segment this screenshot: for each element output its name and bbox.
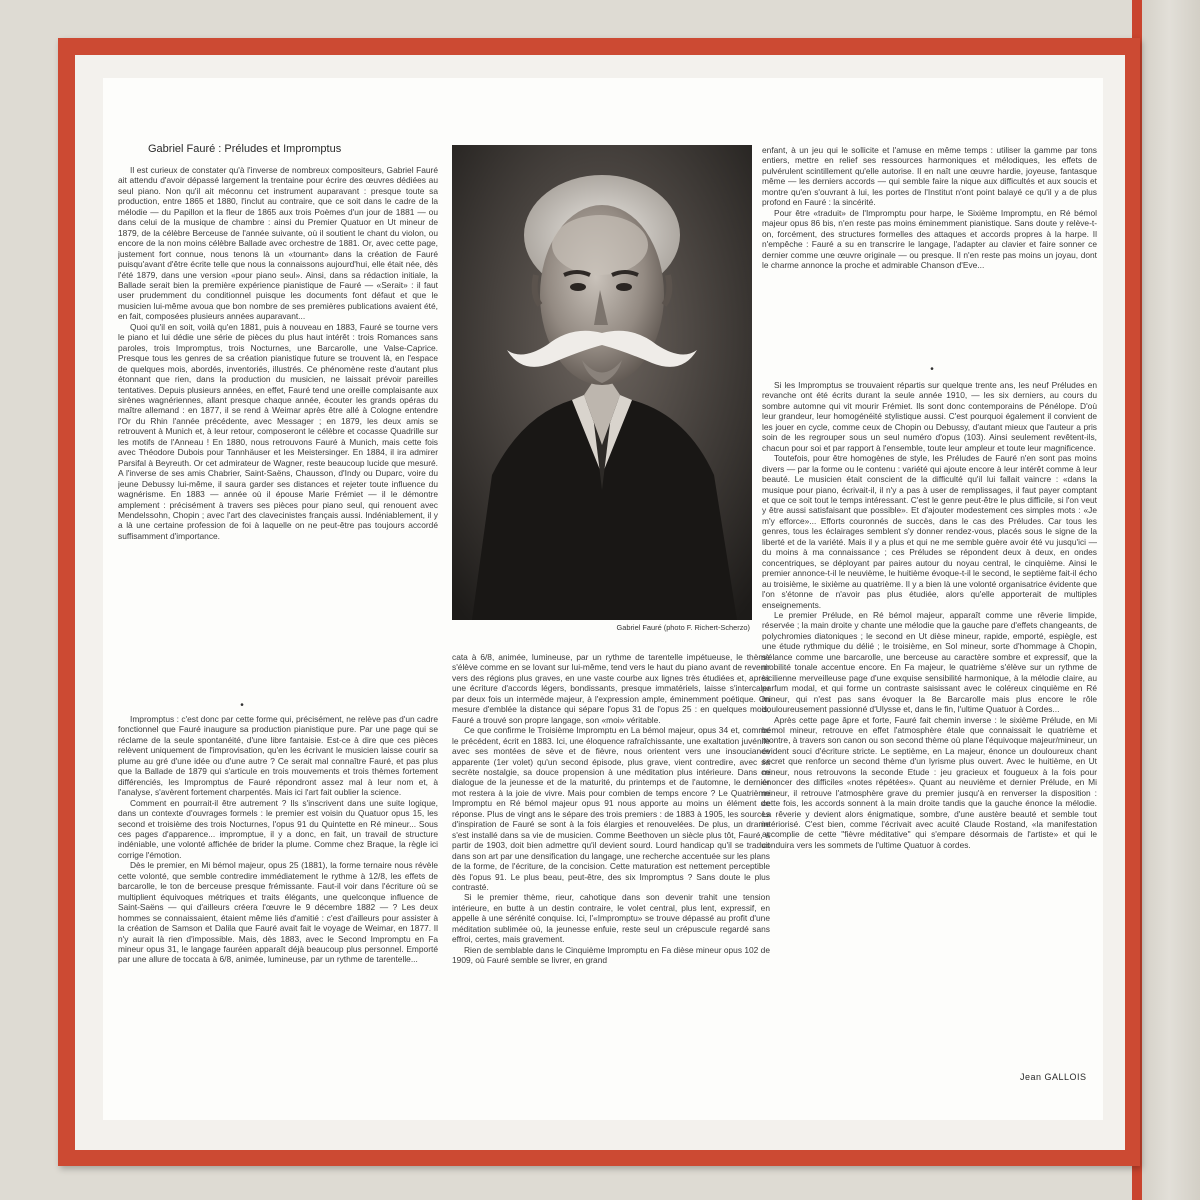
paragraph: Rien de semblable dans le Cinquième Impromptu en Fa dièse mineur opus 102 de 1909, où Fauré semble se livrer, en grand — [452, 944, 770, 966]
text-column-3-bottom — [762, 380, 1097, 1070]
paragraph: Après cette page âpre et forte, Fauré fait chemin inverse : le sixième Prélude, en Mi bémol mineur, retrouve en effet l'atmosphère étale que connaissait le quatrième et montre, à travers son canon ou son second thème où plane l'équivoque majeur/mineur, un évident souci d'écriture stricte. Le septième, en La majeur, énonce un douloureux chant secret que renforce un second thème d'un lyrisme plus ouvert. Avec le huitième, en Ut mineur, nous retrouvons la seconde Etude : jeu gracieux et fougueux à la fois pour énoncer des difficiles «notes répétées». Quant au neuvième et dernier Prélude, en Mi mineur, il retrouve l'atmosphère grave du premier jusqu'à en renverser la disposition : cette fois, les accords sonnent à la main droite tandis que la gauche énonce la mélodie. La rêverie y devient alors énigmatique, sombre, d'une austère beauté et semble tout intériorisé. C'est bien, comme l'écrivait avec acuité Claude Rostand, «la manifestation accomplie de cette "fièvre méditative" qui s'empare désormais de l'artiste» et qui le conduira vers les sommets de l'ultime Quatuor à cordes. — [762, 714, 1097, 850]
paragraph: enfant, à un jeu qui le sollicite et l'amuse en même temps : utiliser la gamme par tons entiers, mettre en relief ses ressources harmoniques et mélodiques, les effets de pulvérulent scintillement qu'elle autorise. Il en naît une œuvre hardie, joyeuse, fantasque même — les derniers accords — qui semble faire la nique aux difficultés et aux soucis et montre qu'en s'ouvrant à lui, les portes de l'Institut n'ont point balayé ce qu'il y a de plus profond en Fauré : la sincérité. — [762, 145, 1097, 208]
page-title: Gabriel Fauré : Préludes et Impromptus — [148, 143, 342, 155]
paragraph: Quoi qu'il en soit, voilà qu'en 1881, puis à nouveau en 1883, Fauré se tourne vers le piano et lui dédie une série de pièces du plus haut intérêt : trois Romances sans paroles, trois Impromptus, trois Nocturnes, une Barcarolle, une Valse-Caprice. Presque tous les genres de sa création pianistique future se trouvent là, en l'espace de quelques mois, abordés, inventoriés, illustrés. Ce phénomène reste d'autant plus étonnant que rien, dans la production du musicien, ne laissait prévoir pareilles tentatives. Depuis plusieurs années, en effet, Fauré tend une oreille complaisante aux sirènes wagnériennes, allant presque chaque année, écouter les grands opéras du maître allemand : en 1877, il se rend à Weimar après être allé à Cologne entendre l'Or du Rhin l'année précédente, avec Messager ; en 1879, les deux amis se retrouvent à Munich et, à leur retour, composeront le célèbre et cocasse Quadrille sur les motifs de l'Anneau ! En 1880, nous retrouvons Fauré à Munich, mais cette fois avec Théodore Dubois pour Tannhäuser et les Meistersinger. En 1884, il ira admirer Parsifal à Beyreuth. Or cet admirateur de Wagner, reste beaucoup lucide que mesuré. A l'inverse de ses amis Chabrier, Saint-Saëns, Chausson, d'Indy ou Duparc, voire du jeune Debussy lui-même, il saura garder ses distances et rejeter toute influence du wagnérisme. En 1883 — année où il épouse Marie Frémiet — il le démontre amplement : précisément à travers ses pièces pour piano seul, qui renouent avec Mendelssohn, Chopin ; avec l'art des clavecinistes français aussi. Indéniablement, il y a là une certaine profession de foi à laquelle on ne peut-être pas toujours accordé suffisamment d'importance. — [118, 321, 438, 541]
portrait-photo — [452, 145, 752, 620]
section-separator: • — [240, 700, 244, 711]
paragraph: Comment en pourrait-il être autrement ? Ils s'inscrivent dans une suite logique, dans un contexte d'ouvrages formels : le premier est voisin du Quatuor opus 15, les second et troisième des trois Nocturnes, l'opus 91 du Quintette en Ré mineur... Sous ces pages d'apparence... impromptue, il y a donc, en fait, un travail de structure indéniable, une volonté affichée de brider la plume. Comme chez Braque, la règle ici corrige l'émotion. — [118, 797, 438, 860]
author-signature: Jean GALLOIS — [1020, 1072, 1087, 1082]
paragraph: Si les Impromptus se trouvaient répartis sur quelque trente ans, les neuf Préludes en revanche ont été écrits durant la seule année 1910, — les six derniers, au cours du sombre automne qui vit mourir Frémiet. Ils sont donc contemporains de Pénélope. D'où leur grandeur, leur homogénéité stylistique aussi. C'est pourquoi également il convient de les jouer en cycle, comme ceux de Chopin ou Debussy, d'autant mieux que l'auteur a pris soin de les regrouper sous un seul numéro d'opus (103). Ainsi seulement revêtent-ils, chacun pour soi et par rapport à l'ensemble, toute leur ampleur et toute leur magnificence. — [762, 380, 1097, 453]
text-column-3-top — [762, 145, 1097, 385]
paragraph: Ce que confirme le Troisième Impromptu en La bémol majeur, opus 34 et, comme le précédent, écrit en 1883. Ici, une éloquence rafraîchissante, une exaltation juvénile avec ses montées de sève et de fièvre, nous orientent vers une insouciance apparente (1er volet) qu'un second épisode, plus grave, vient contredire, avec sa secrète nostalgie, sa douce propension à une méditation plus intérieure. Dans ce dialogue de la jeunesse et de la maturité, du printemps et de l'automne, le dernier mot restera à la joie de vivre. Mais pour combien de temps encore ? Le Quatrième Impromptu en Ré bémol majeur opus 91 nous apporte au moins un élément de réponse. Plus de vingt ans le sépare des trois premiers : de 1883 à 1905, les sources d'inspiration de Fauré se sont à la fois élargies et renouvelées. De plus, un drame s'est installé dans sa vie de musicien. Comme Beethoven un siècle plus tôt, Fauré, à partir de 1903, doit bien admettre qu'il devient sourd. Lourd handicap qu'il se traduit dans son art par une densification du langage, une recherche accentuée sur les plans de la forme, de l'écriture, de la concision. Cette maturation est nettement perceptible dès l'opus 91. Le plus beau, peut-être, des six Impromptus ? Sans doute le plus contrasté. — [452, 725, 770, 892]
gatefold-spine — [1132, 0, 1200, 1200]
section-separator: • — [930, 364, 934, 375]
paragraph: Pour être «traduit» de l'Impromptu pour harpe, le Sixième Impromptu, en Ré bémol majeur opus 86 bis, n'en reste pas moins éminemment pianistique. Sans doute y relève-t-on, forcément, des structures formelles des attaques et accords propres à la harpe. Il n'empêche : Fauré a su en transcrire le langage, l'adapter au clavier et faire sonner ce dernier comme une œuvre originale — ou presque. Il n'en reste pas moins un joyau, dont le charme annonce la proche et admirable Chanson d'Eve... — [762, 207, 1097, 270]
paragraph: Toutefois, pour être homogènes de style, les Préludes de Fauré n'en sont pas moins divers — par la forme ou le contenu : variété qui ajoute encore à leur intérêt comme à leur beauté. Le musicien était conscient de la difficulté qu'il lui fallait vaincre : «dans la musique pour piano, écrivait-il, il n'y a pas à user de remplissages, il faut payer comptant et que ce soit tout le temps intéressant. C'est le genre peut-être le plus difficile, si l'on veut y être aussi satisfaisant que possible». Et d'ajouter modestement ces simples mots : «Je m'y efforce»... Efforts couronnés de succès, dans le cas des Préludes. Car tous les genres, tous les éclairages semblent s'y donner rendez-vous, placés sous le signe de la liberté et de la variété. Mais il y a plus et qui ne me semble guère avoir été vu jusqu'ici — du moins à ma connaissance ; ces Préludes se répondent deux à deux, en ondes concentriques, se déployant par paires autour du noyau central, le cinquième. Ainsi le premier annonce-t-il le neuvième, le huitième évoque-t-il le second, le septième fait-il écho au troisième, le sixième au quatrième. Il y a bien là une volonté organisatrice évidente que l'on s'étonne de n'avoir pas plus étudiée, alors qu'elle apporterait de multiples enseignements. — [762, 453, 1097, 610]
paragraph: Le premier Prélude, en Ré bémol majeur, apparaît comme une rêverie limpide, réservée ; la main droite y chante une mélodie que la gauche pare d'effets changeants, de polychromies diatoniques ; le second en Ut dièse mineur, rapide, emporté, espiègle, est une étude rythmique du délié ; le troisième, en Sol mineur, sorte d'hommage à Chopin, s'élance comme une barcarolle, une berceuse au caractère sombre et expressif, que la mobilité tonale accentue encore. En Fa majeur, le quatrième s'élève sur un rythme de sicilienne merveilleuse page d'une exquise sensibilité harmonique, à la mélodie claire, au parfum modal, et qui forme un contraste saisissant avec le coléreux cinquième en Ré mineur, qui n'est pas sans évoquer la 8e Barcarolle mais plus encore le rôle douloureusement passionné d'Ulysse et, dans le fin, l'ultime Quatuor à Cordes... — [762, 609, 1097, 715]
paragraph: Si le premier thème, rieur, cahotique dans son devenir trahit une tension intérieure, en butte à un destin contraire, le volet central, plus lent, expressif, en appelle à une sérénité conquise. Ici, l'«Impromptu» se trouve dépassé au profit d'une méditation sublimée où, la jeunesse enfuie, reste seul un crépuscule regardé sans effroi, certes, mais gravement. — [452, 892, 770, 945]
text-column-1-bottom — [118, 714, 438, 1093]
photo-caption: Gabriel Fauré (photo F. Richert-Scherzo) — [616, 623, 750, 632]
paragraph: cata à 6/8, animée, lumineuse, par un rythme de tarentelle impétueuse, le thème s'élève comme en se lovant sur lui-même, tend vers le haut du piano avant de revenir vers des régions plus graves, en une vaste courbe aux lignes très étudiées et, après une écriture d'accords légers, bondissants, presque immatériels, laisse s'intercaler par deux fois un intermède majeur, à l'expression ample, éminemment poétique. On mesure d'emblée la distance qui sépare l'opus 31 de l'opus 25 : en quelques mois, Fauré a trouvé son propre langage, son «moi» véritable. — [452, 652, 770, 725]
paragraph: Dès le premier, en Mi bémol majeur, opus 25 (1881), la forme ternaire nous révèle cette volonté, que semble contredire immédiatement le rythme à 12/8, les effets de barcarolle, le ton de berceuse presque frémissante. Faut-il voir dans l'écriture où se multiplient équivoques métriques et traits élégants, une quelconque influence de Saint-Saëns — qui d'ailleurs créera l'œuvre le 9 décembre 1882 — ? Les deux hommes se connaissaient, étaient même liés d'amitié : c'est d'ailleurs pour assister à la création de Samson et Dalila que Fauré avait fait le voyage de Weimar, en 1877. Il n'y aurait là rien d'impossible. Mais, dès 1883, avec le Second Impromptu en Fa mineur opus 31, le langage fauréen apparaît déjà beaucoup plus personnel. Emporté par une allure de toccata à 6/8, animée, lumineuse, par un rythme de tarentelle... — [118, 860, 438, 965]
paragraph: Impromptus : c'est donc par cette forme qui, précisément, ne relève pas d'un cadre fonctionnel que Fauré inaugure sa production pianistique pure. Par une page qui se réclame de la seule spontanéité, d'une libre fantaisie. Est-ce à dire que ces pièces relèvent uniquement de l'improvisation, qu'en les écrivant le musicien laisse courir sa plume au gré d'une idée ou d'une autre ? Ce serait mal connaître Fauré, et pas plus que la Ballade de 1879 qui s'articule en trois mouvements et trois thèmes fortement différenciés, les Impromptus de Fauré répondront assez mal à leur nom et, à l'analyse, s'avèrent fortement charpentés. Mais ici l'art fait oublier la science. — [118, 714, 438, 798]
text-column-2 — [452, 652, 770, 1093]
paragraph: Il est curieux de constater qu'à l'inverse de nombreux compositeurs, Gabriel Fauré ait attendu d'avoir dépassé largement la trentaine pour écrire des œuvres dédiées au seul piano. Non qu'il ait méconnu cet instrument auparavant : presque toute sa production, entre 1865 et 1880, l'inclut au contraire, que ce soit dans le cadre de la mélodie — du Papillon et la fleur de 1865 aux trois Poèmes d'un jour de 1881 — ou dans celui de la musique de chambre : ainsi du Premier Quatuor en Ut mineur de 1879, de la célèbre Berceuse de l'année suivante, où il soutient le chant du violon, ou encore de la non moins célèbre Ballade avec orchestre de 1881. Or, avec cette page, justement fort connue, nous tenons là un «tournant» dans la création de Fauré puisqu'avant d'être écrite telle que nous la connaissons aujourd'hui, elle était née, dès l'été 1879, dans une version «pour piano seul». Ainsi, dans sa rédaction initiale, la Ballade serait bien la première expérience pianistique de Fauré — «Serait» : il faut user prudemment du conditionnel puisque les documents font défaut et que le musicien lui-même avoua que bon nombre de ses premières publications avaient été, en fait, composées plusieurs années auparavant... — [118, 165, 438, 322]
text-column-1-top — [118, 165, 438, 717]
